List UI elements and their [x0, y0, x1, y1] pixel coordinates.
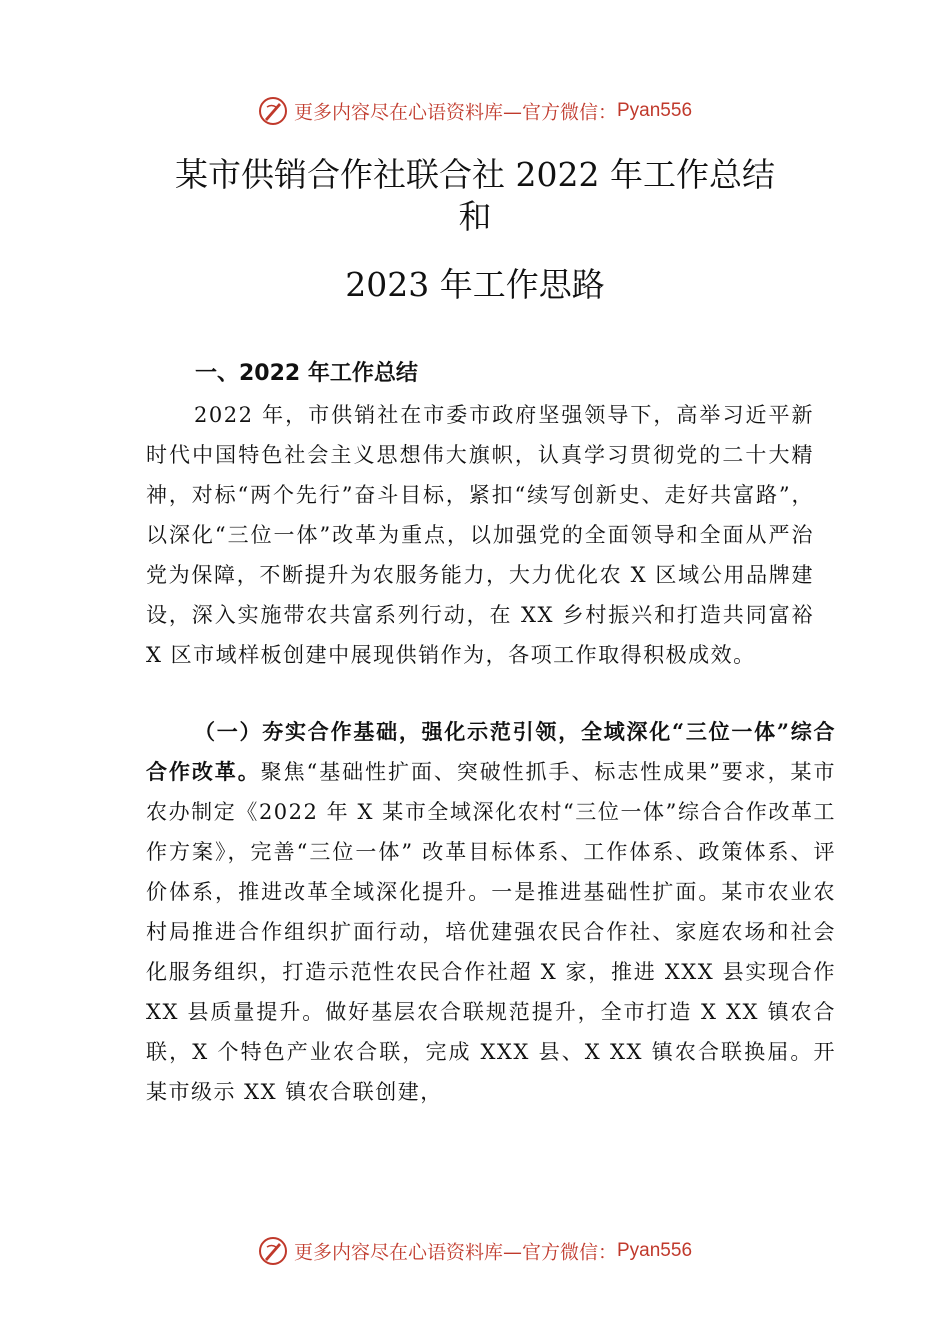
document-title-line-2: 和	[458, 197, 492, 236]
watermark-text: 更多内容尽在心语资料库—官方微信：	[293, 101, 617, 124]
paragraph-body: 聚焦“基础性扩面、突破性抓手、标志性成果”要求，某市农办制定《2022 年 X 某市全域深化农村“三位一体”综合合作改革工作方案》，完善“三位一体” 改革目标体系、工作体系、政策体系、评价体系，推进改革全域深化提升。一是推进基础性扩面。某市农业农村局推进合作组织扩面行动，培优建强农民合作社、家庭农场和社会化服务组织，打造示范性农民合作社超 X 家，推进 XXX 县实现合作 XX 县质量提升。做好基层农合联规范提升，全市打造 X XX 镇农合联，X 个特色产业农合联，完成 XXX 县、X XX 镇农合联换届。开某市级示 XX 镇农合联创建，	[146, 760, 836, 1104]
watermark-handle: Pyan556	[617, 1240, 693, 1261]
section-heading: 一、2022 年工作总结	[195, 361, 418, 386]
watermark-text: 更多内容尽在心语资料库—官方微信：	[293, 1241, 617, 1264]
watermark-top	[0, 96, 950, 126]
paragraph-summary: 2022 年，市供销社在市委市政府坚强领导下，高举习近平新时代中国特色社会主义思想伟大旗帜，认真学习贯彻党的二十大精神，对标“两个先行”奋斗目标，紧扣“续写创新史、走好共富路”，以深化“三位一体”改革为重点，以加强党的全面领导和全面从严治党为保障，不断提升为农服务能力，大力优化农 X 区域公用品牌建设，深入实施带农共富系列行动，在 XX 乡村振兴和打造共同富裕 X 区市域样板创建中展现供销作为，各项工作取得积极成效。	[146, 403, 814, 667]
document-title-line-3: 2023 年工作思路	[345, 265, 605, 304]
watermark-bottom	[0, 1236, 950, 1266]
quill-pen-logo-icon	[258, 1236, 288, 1266]
quill-pen-logo-icon	[258, 96, 288, 126]
paragraph-reform	[146, 712, 836, 1112]
watermark-handle: Pyan556	[617, 100, 693, 121]
document-title-line-1: 某市供销合作社联合社 2022 年工作总结	[175, 155, 775, 194]
paragraph-lead: （一）夯实合作基础，强化示范引领，全域深化“三位一体”综合合作改革。	[146, 719, 836, 784]
